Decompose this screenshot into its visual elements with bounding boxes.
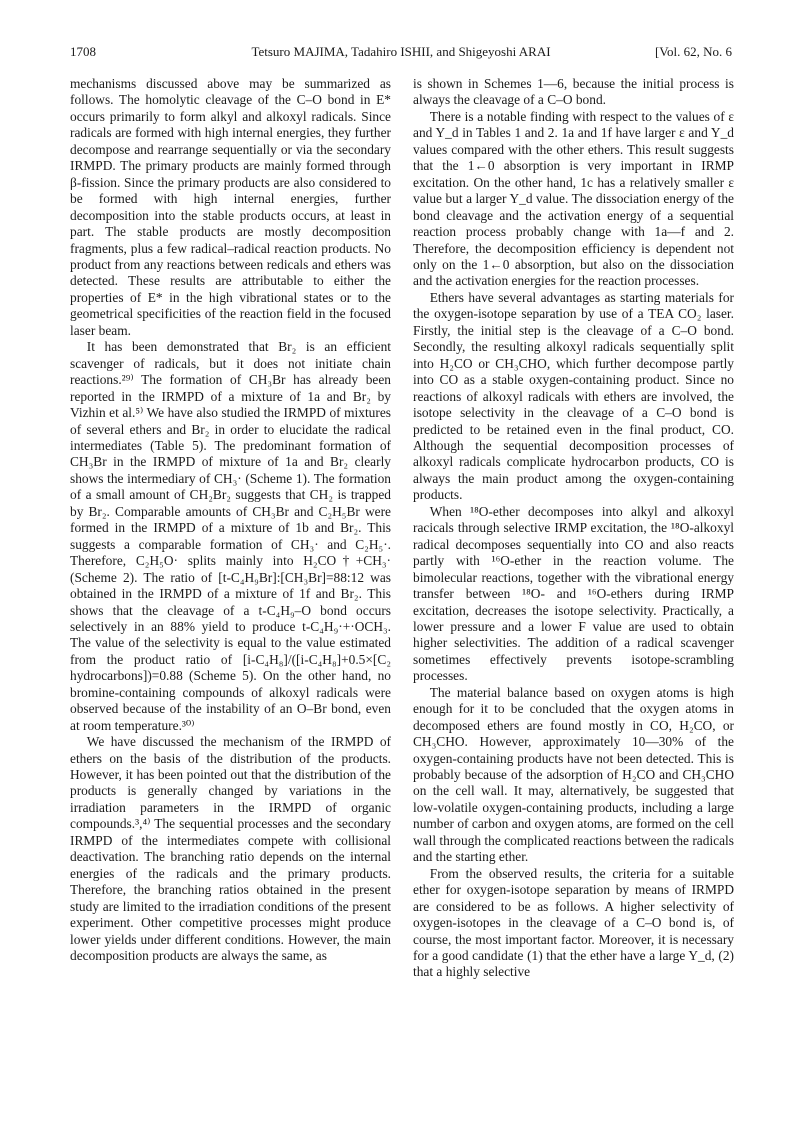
paragraph: When ¹⁸O-ether decomposes into alkyl and alkoxyl racicals through selective IRMP excitation, the ¹⁸O-alkoxyl radical decomposes sequentially into CO and also reacts partly with ¹⁶O-ether in the reaction volume. The bimolecular reactions, together with the vibrational energy transfer between ¹⁸O- and ¹⁶O-ethers during IRMP excitation, decreases the isotope selectivity. Practically, a lower pressure and a lower F value are used to obtain higher selectivities. The addition of a radical scavenger sometimes effectively prevents isotope-scrambling processes. [413,503,734,684]
paragraph: There is a notable finding with respect to the values of ε and Y_d in Tables 1 and 2. 1a and 1f have larger ε and Y_d values compared with the other ethers. This result suggests that the 1←0 absorption is very important in IRMP excitation. On the other hand, 1c has a relatively smaller ε value but a larger Y_d value. The dissociation energy of the bond cleavage and the activation energy of a sequential reaction process probably change with 1a—f and 2. Therefore, the decomposition efficiency is dependent not only on the 1←0 absorption, but also on the dissociation and the activation energies for the reaction processes. [413,108,734,289]
paragraph: mechanisms discussed above may be summarized as follows. The homolytic cleavage of the C–O bond in E* occurs primarily to form alkyl and alkoxyl radicals. Since radicals are formed with high internal energies, they further decompose and rearrange sequentially or via the secondary IRMPD. The primary products are mainly formed through β-fission. Since the primary products are also considered to be formed with high internal energies, further decomposition into the stable products occurs, at least in part. The stable products are mostly decomposition fragments, plus a few radical–radical reaction products. No product from any reactions between redicals and ethers was detected. These results are attributable to either the properties of E* in the high vibrational states or to the geometrical specificities of the reaction field in the focused laser beam. [70,76,391,338]
right-column [413,76,734,981]
paragraph: The material balance based on oxygen atoms is high enough for it to be concluded that the oxygen atoms in decomposed ethers are found mostly in CO, H₂CO, or CH₃CHO. However, approximately 10—30% of the oxygen-containing products have not been detected. This is probably because of the adsorption of H₂CO and CH₃CHO on the cell wall. It may, alternatively, be suggested that low-volatile oxygen-containing products, including a large number of carbon and oxygen atoms, are formed on the cell wall through the complicated reactions between the radicals and the starting ether. [413,684,734,865]
running-head-authors: Tetsuro MAJIMA, Tadahiro ISHII, and Shigeyoshi ARAI [251,44,551,59]
page-number: 1708 [70,44,96,59]
paragraph: We have discussed the mechanism of the IRMPD of ethers on the basis of the distribution of the products. However, it has been pointed out that the distribution of the products is generally changed by variations in the irradiation parameters in the IRMPD of organic compounds.³,⁴⁾ The sequential processes and the secondary IRMPD of the intermediates compete with collisional deactivation. The branching ratio depends on the internal energies of the radicals and the primary products. Therefore, the branching ratios obtained in the present study are limited to the irradiation conditions of the present experiment. Other competitive processes might produce lower yields under different conditions. However, the main decomposition products are always the same, as [70,734,391,964]
left-column [70,76,391,964]
running-header [70,44,732,64]
paragraph: It has been demonstrated that Br₂ is an efficient scavenger of radicals, but it does not initiate chain reactions.²⁹⁾ The formation of CH₃Br has already been reported in the IRMPD of a mixture of 1a and Br₂ by Vizhin et al.⁵⁾ We have also studied the IRMPD of mixtures of several ethers and Br₂ in order to elucidate the radical intermediates (Table 5). The predominant formation of CH₃Br in the IRMPD of mixture of 1a and Br₂ clearly shows the intermediary of CH₃· (Scheme 1). The formation of a small amount of CH₂Br₂ suggests that CH₂ is trapped by Br₂. Comparable amounts of CH₃Br and C₂H₅Br were formed in the IRMPD of a mixture of 1b and Br₂. This suggests a comparable formation of CH₃· and C₂H₅·. Therefore, C₂H₅O· splits mainly into H₂CO†+CH₃· (Scheme 2). The ratio of [t-C₄H₉Br]:[CH₃Br]=88:12 was obtained in the IRMPD of a mixture of 1f and Br₂. This shows that the cleavage of a t-C₄H₉–O bond occurs selectively in an 88% yield to produce t-C₄H₉·+·OCH₃. The value of the selectivity is equal to the value estimated from the product ratio of [i-C₄H₈]/([i-C₄H₈]+0.5×[C₂ hydrocarbons])=0.88 (Scheme 5). On the other hand, no bromine-containing compounds of alkoxyl radicals were observed because of the instability of an O–Br bond, even at room temperature.³⁰⁾ [70,339,391,733]
paragraph: From the observed results, the criteria for a suitable ether for oxygen-isotope separation by means of IRMPD are considered to be as follows. A higher selectivity of oxygen-isotopes in the cleavage of a C–O bond is, of course, the most important factor. Moreover, it is necessary for a good candidate (1) that the ether have a large Y_d, (2) that a highly selective [413,865,734,980]
journal-volume: [Vol. 62, No. 6 [654,44,732,59]
paragraph: Ethers have several advantages as starting materials for the oxygen-isotope separation by use of a TEA CO₂ laser. Firstly, the initial step is the cleavage of a C–O bond. Secondly, the resulting alkoxyl radicals sequentially split into H₂CO or CH₃CHO, which further decompose partly into CO as a stable oxygen-containing product. Since no reactions of alkoxyl radicals with ethers are involved, the isotope selectivity in the cleavage of a C–O bond is predicted to be retained even in the final product, CO. Although the sequential decomposition processes of alkoxyl radicals complicate hydrocarbon products, CO is always the main product among the oxygen-containing products. [413,289,734,503]
paragraph: is shown in Schemes 1—6, because the initial process is always the cleavage of a C–O bond. [413,76,734,108]
